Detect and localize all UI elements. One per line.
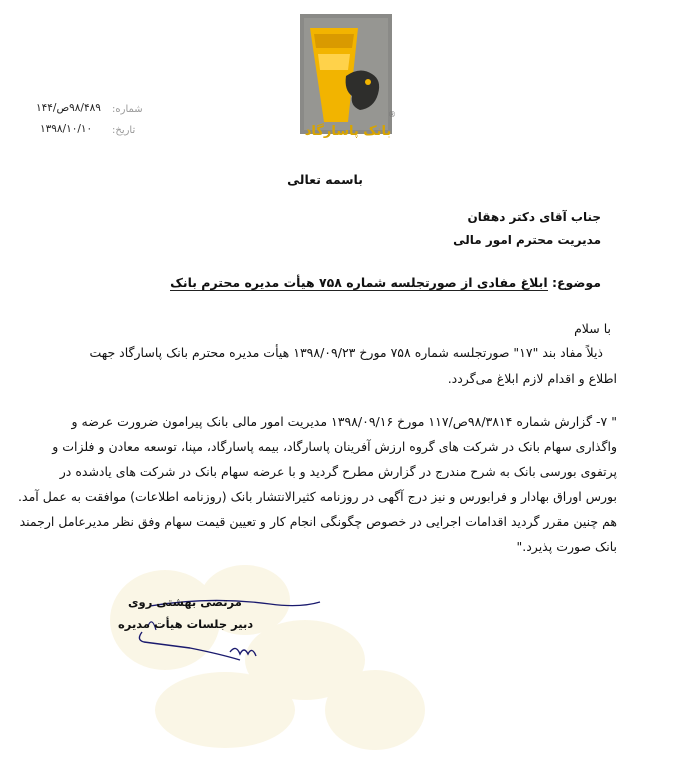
paragraph-2-line-2: واگذاری سهام بانک در شرکت های گروه ارزش آفرینان پاسارگاد، بیمه پاسارگاد، مپنا، توسعه معادن و فلزات و [52, 439, 617, 454]
bismillah-heading: باسمه تعالی [287, 172, 363, 187]
paragraph-2-line-4: بورس اوراق بهادار و فرابورس و نیز درج آگهی در روزنامه کثیرالانتشار بانک (روزنامه اطلاعات) موافقت به عمل آمد. [18, 489, 617, 504]
subject-line [170, 275, 601, 290]
addressee-name: جناب آقای دکتر دهقان [467, 210, 601, 224]
paragraph-1-line-2: اطلاع و اقدام لازم ابلاغ می‌گردد. [447, 371, 617, 386]
date-label: تاریخ: [112, 125, 136, 136]
registered-mark: ® [388, 110, 396, 119]
paragraph-2-line-6: بانک صورت پذیرد." [516, 539, 617, 554]
number-label: شماره: [112, 104, 143, 115]
addressee-dept: مدیریت محترم امور مالی [453, 233, 601, 247]
paragraph-2-line-3: پرتفوی بورسی بانک به شرح مندرج در گزارش مطرح گردید و با عرضه سهام بانک در شرکت های یادشده در [59, 464, 617, 479]
signer-name: مرتضی بهشتی روی [128, 595, 242, 609]
paragraph-2-line-5: هم چنین مقرر گردید اقدامات اجرایی در خصوص چگونگی انجام کار و تعیین قیمت سهام وفق نظر مدیرعامل ارجمند [19, 514, 617, 529]
paragraph-2-line-1: " ۷- گزارش شماره ۹۸/۳۸۱۴ص/۱۱۷ مورخ ۱۳۹۸/۰۹/۱۶ مدیریت امور مالی بانک پیرامون ضرورت عرضه و [71, 414, 617, 429]
bank-logo [300, 14, 392, 134]
subject-text: ابلاغ مفادی از صورتجلسه شماره ۷۵۸ هیأت مدیره محترم بانک [170, 275, 548, 290]
paragraph-1-line-1: ذیلاً مفاد بند "۱۷" صورتجلسه شماره ۷۵۸ مورخ ۱۳۹۸/۰۹/۲۳ هیأت مدیره محترم بانک پاسارگاد جهت [89, 345, 603, 360]
bank-name: بانک پاسارگاد [304, 124, 392, 139]
subject-label: موضوع: [551, 275, 601, 290]
signer-title: دبیر جلسات هیأت مدیره [118, 617, 254, 631]
number-value: ۹۸/۴۸۹ص/۱۴۴ [36, 102, 101, 114]
greeting: با سلام [574, 321, 611, 336]
date-value: ۱۳۹۸/۱۰/۱۰ [40, 123, 93, 135]
